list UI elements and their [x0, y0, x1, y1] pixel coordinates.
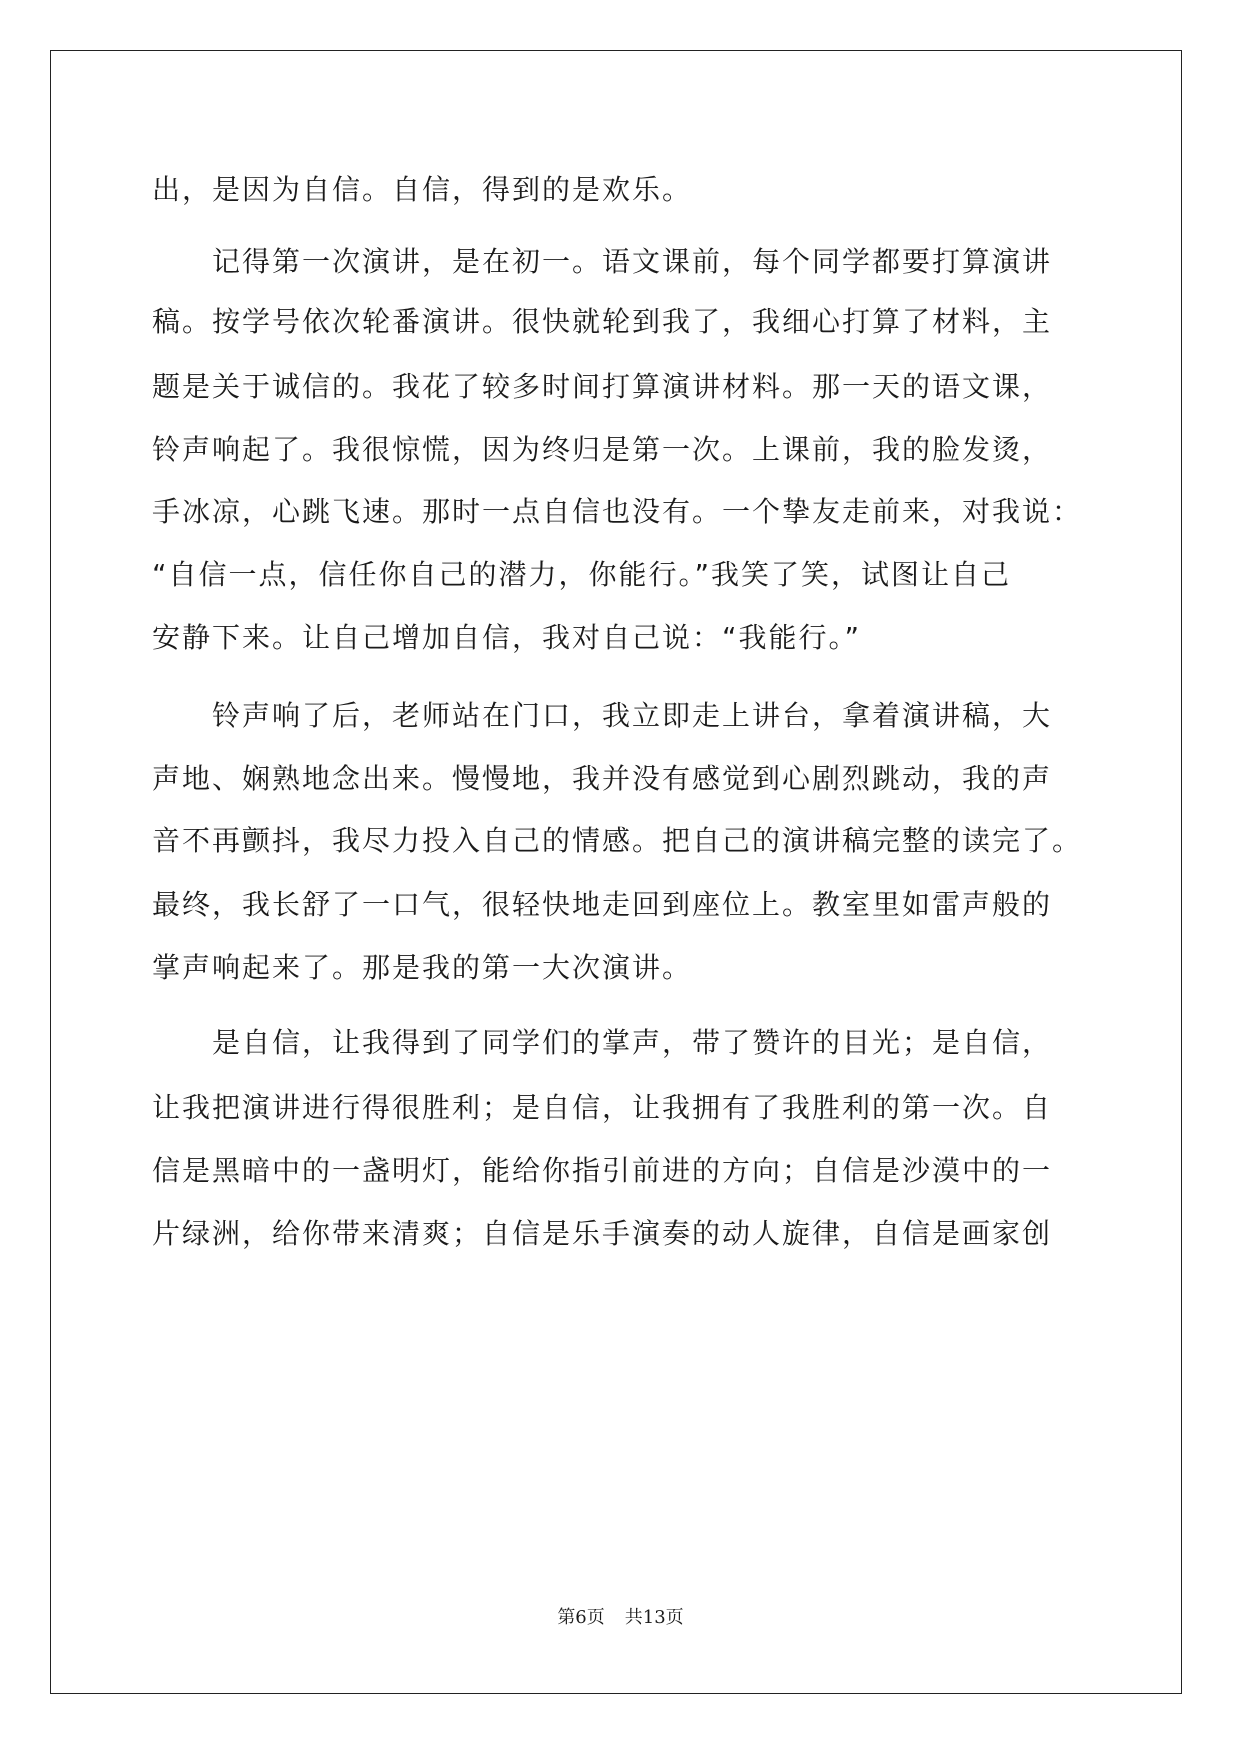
text-line: 声地、娴熟地念出来。慢慢地，我并没有感觉到心剧烈跳动，我的声 — [152, 762, 1053, 795]
text-line: “自信一点，信任你自己的潜力，你能行。”我笑了笑，试图让自己 — [152, 558, 1012, 591]
page-border — [50, 50, 1182, 1694]
text-line: 题是关于诚信的。我花了较多时间打算演讲材料。那一天的语文课， — [152, 370, 1053, 403]
text-line: 信是黑暗中的一盏明灯，能给你指引前进的方向；自信是沙漠中的一 — [152, 1154, 1053, 1187]
text-line: 手冰凉，心跳飞速。那时一点自信也没有。一个挚友走前来，对我说： — [152, 495, 1083, 528]
page-footer — [0, 1606, 1241, 1630]
text-line: 稿。按学号依次轮番演讲。很快就轮到我了，我细心打算了材料，主 — [152, 305, 1053, 338]
text-line: 音不再颤抖，我尽力投入自己的情感。把自己的演讲稿完整的读完了。 — [152, 824, 1083, 857]
text-line: 片绿洲，给你带来清爽；自信是乐手演奏的动人旋律，自信是画家创 — [152, 1217, 1053, 1250]
text-line: 铃声响起了。我很惊慌，因为终归是第一次。上课前，我的脸发烫， — [152, 433, 1053, 466]
current-page-number: 第6页 — [557, 1607, 605, 1628]
text-line: 最终，我长舒了一口气，很轻快地走回到座位上。教室里如雷声般的 — [152, 888, 1053, 921]
text-line: 出，是因为自信。自信，得到的是欢乐。 — [152, 173, 693, 206]
text-line: 掌声响起来了。那是我的第一大次演讲。 — [152, 951, 693, 984]
text-line: 铃声响了后，老师站在门口，我立即走上讲台，拿着演讲稿，大 — [212, 699, 1053, 732]
total-pages: 共13页 — [624, 1607, 684, 1628]
text-line: 是自信，让我得到了同学们的掌声，带了赞许的目光；是自信， — [212, 1026, 1053, 1059]
text-line: 让我把演讲进行得很胜利；是自信，让我拥有了我胜利的第一次。自 — [152, 1091, 1053, 1124]
text-line: 安静下来。让自己增加自信，我对自己说：“我能行。” — [152, 621, 862, 654]
text-line: 记得第一次演讲，是在初一。语文课前，每个同学都要打算演讲 — [212, 245, 1053, 278]
